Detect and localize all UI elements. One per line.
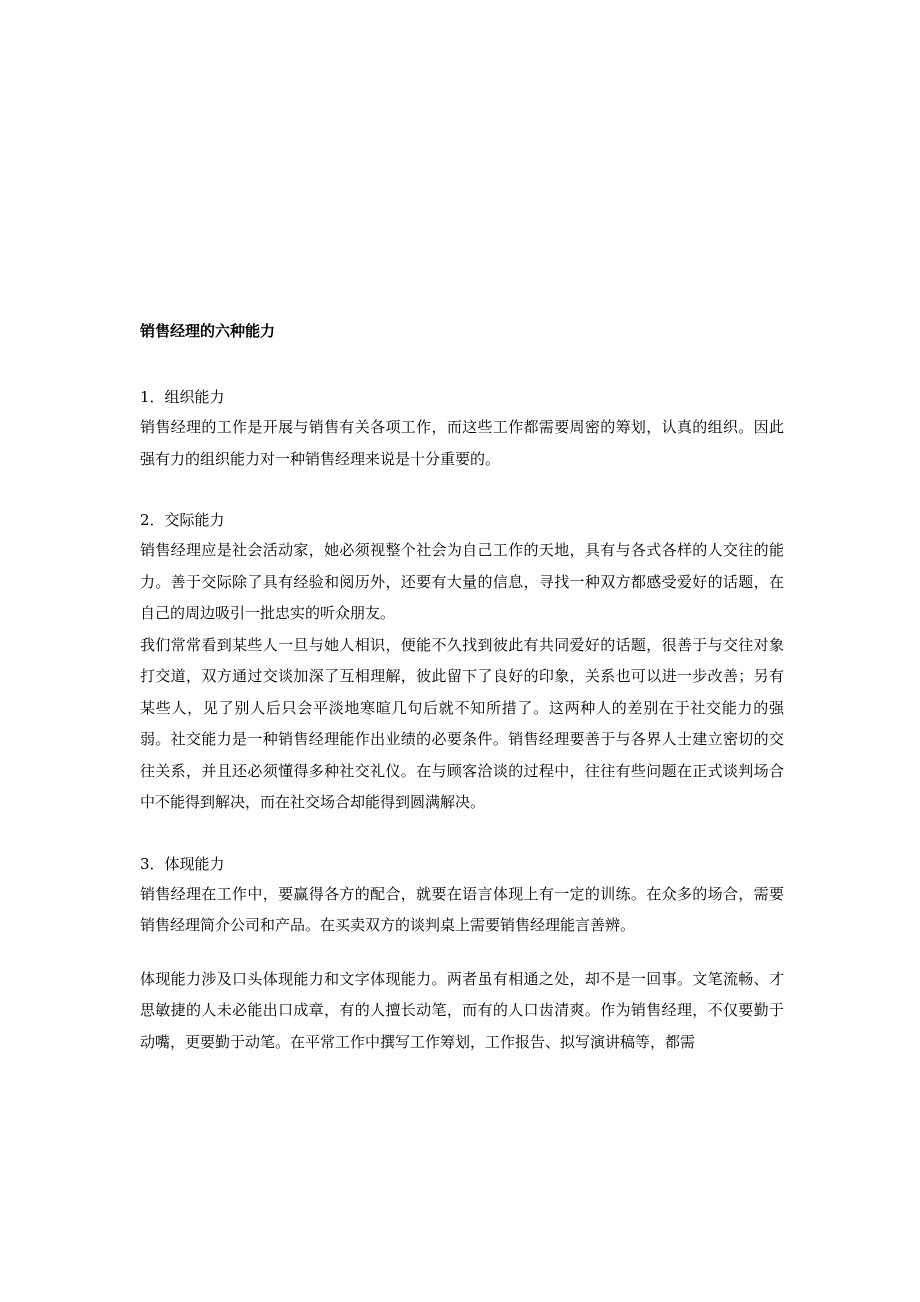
- section-heading: 3．体现能力: [140, 854, 225, 873]
- section-communication: [140, 505, 784, 819]
- paragraph: 销售经理应是社会活动家，她必须视整个社会为自己工作的天地，具有与各式各样的人交往的能力。善于交际除了具有经验和阅历外，还要有大量的信息，寻找一种双方都感受爱好的话题，在自己的周边吸引一批忠实的听众朋友。: [140, 541, 784, 622]
- section-heading: 1．组织能力: [140, 388, 225, 406]
- spacer: [140, 475, 784, 505]
- spacer: [140, 346, 784, 382]
- paragraph: 我们常常看到某些人一旦与她人相识，便能不久找到彼此有共同爱好的话题，很善于与交往对象打交道，双方通过交谈加深了互相理解，彼此留下了良好的印象，关系也可以进一步改善；另有某些人，见了别人后只会平淡地寒暄几句后就不知所措了。这两种人的差别在于社交能力的强弱。社交能力是一种销售经理能作出业绩的必要条件。销售经理要善于与各界人士建立密切的交往关系，并且还必须懂得多种社交礼仪。在与顾客洽谈的过程中，往往有些问题在正式谈判场合中不能得到解决，而在社交场合却能得到圆满解决。: [140, 635, 784, 811]
- page-title: 销售经理的六种能力: [140, 322, 276, 340]
- paragraph: 销售经理在工作中，要赢得各方的配合，就要在语言体现上有一定的训练。在众多的场合，需要销售经理简介公司和产品。在买卖双方的谈判桌上需要销售经理能言善辨。: [140, 884, 784, 934]
- spacer: [140, 942, 784, 964]
- paragraph: 体现能力涉及口头体现能力和文字体现能力。两者虽有相通之处，却不是一回事。文笔流畅、才思敏捷的人未必能出口成章，有的人擅长动笔，而有的人口齿清爽。作为销售经理，不仅要勤于动嘴，更要勤于动笔。在平常工作中撰写工作筹划，工作报告、拟写演讲稿等，都需: [140, 969, 784, 1051]
- section-heading: 2．交际能力: [140, 511, 225, 529]
- document-body: [140, 316, 784, 1058]
- section-organization: [140, 382, 784, 475]
- section-expression: [140, 849, 784, 1059]
- paragraph: 销售经理的工作是开展与销售有关各项工作，而这些工作都需要周密的筹划，认真的组织。因此强有力的组织能力对一种销售经理来说是十分重要的。: [140, 418, 784, 468]
- spacer: [140, 819, 784, 849]
